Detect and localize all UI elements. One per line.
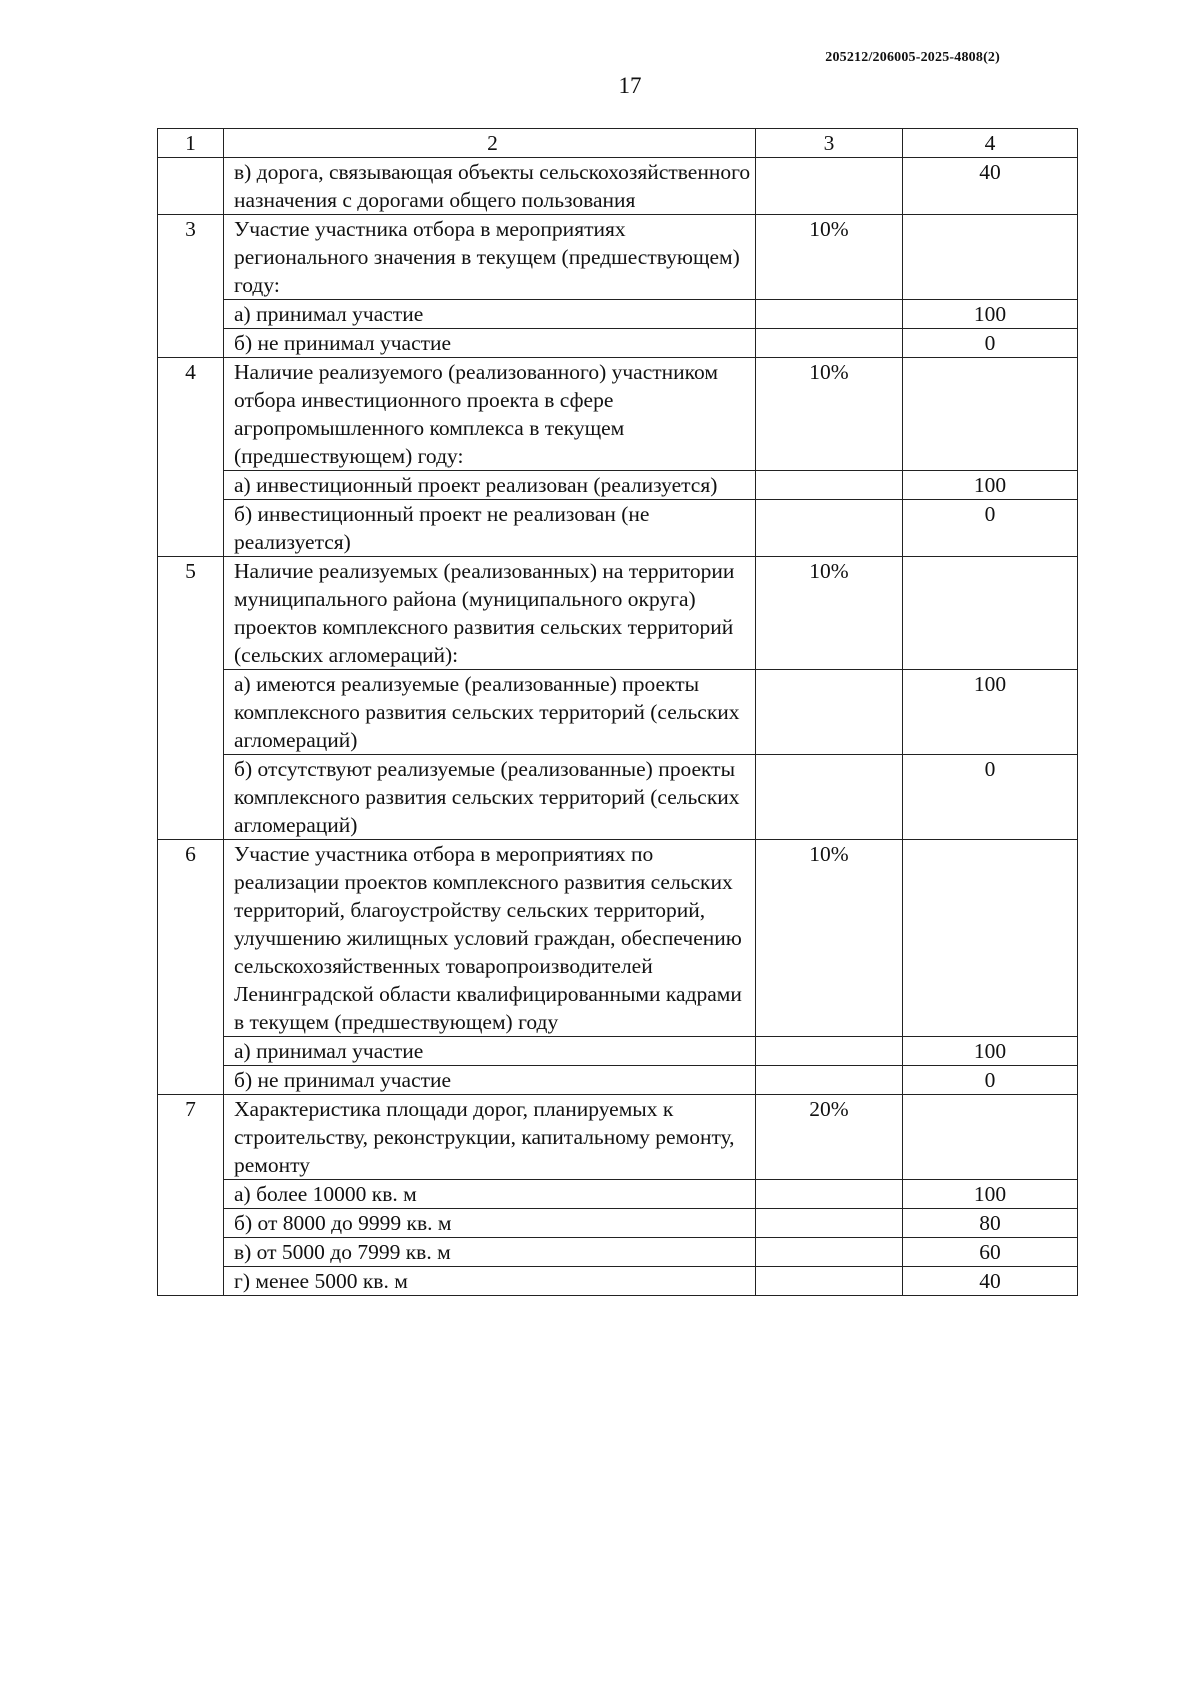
criteria-table — [157, 128, 1078, 1296]
row-score: 40 — [903, 1267, 1078, 1296]
table-row — [158, 329, 1078, 358]
row-text: а) принимал участие — [224, 300, 756, 329]
row-text: в) дорога, связывающая объекты сельскохозяйственного назначения с дорогами общего пользования — [224, 158, 756, 215]
row-weight — [756, 1066, 903, 1095]
row-weight — [756, 329, 903, 358]
table-row — [158, 840, 1078, 1037]
table-row — [158, 670, 1078, 755]
page-number: 17 — [618, 73, 642, 98]
row-number: 6 — [158, 840, 224, 1095]
row-score — [903, 1095, 1078, 1180]
row-text: Участие участника отбора в мероприятиях по реализации проектов комплексного развития сельских территорий, благоустройству сельских территорий, улучшению жилищных условий граждан, обеспечению сельскохозяйственных товаропроизводителей Ленинградской области квалифицированными кадрами в текущем (предшествующем) году — [224, 840, 756, 1037]
row-number: 5 — [158, 557, 224, 840]
row-score: 0 — [903, 755, 1078, 840]
table-row — [158, 557, 1078, 670]
row-weight — [756, 755, 903, 840]
row-text: а) имеются реализуемые (реализованные) проекты комплексного развития сельских территорий (сельских агломераций) — [224, 670, 756, 755]
row-weight — [756, 1037, 903, 1066]
column-header: 1 — [158, 129, 224, 158]
row-text: в) от 5000 до 7999 кв. м — [224, 1238, 756, 1267]
row-score: 100 — [903, 1037, 1078, 1066]
row-weight — [756, 1180, 903, 1209]
row-weight — [756, 300, 903, 329]
row-number: 3 — [158, 215, 224, 358]
row-score: 0 — [903, 329, 1078, 358]
row-score — [903, 840, 1078, 1037]
row-weight: 10% — [756, 840, 903, 1037]
table-row — [158, 1180, 1078, 1209]
column-header: 3 — [756, 129, 903, 158]
row-weight — [756, 500, 903, 557]
row-text: а) принимал участие — [224, 1037, 756, 1066]
table-row — [158, 500, 1078, 557]
table-row — [158, 358, 1078, 471]
row-weight: 10% — [756, 557, 903, 670]
table-row — [158, 1209, 1078, 1238]
row-text: Наличие реализуемого (реализованного) участником отбора инвестиционного проекта в сфере агропромышленного комплекса в текущем (предшествующем) году: — [224, 358, 756, 471]
row-text: Наличие реализуемых (реализованных) на территории муниципального района (муниципального округа) проектов комплексного развития сельских территорий (сельских агломераций): — [224, 557, 756, 670]
row-score: 0 — [903, 1066, 1078, 1095]
row-text: Характеристика площади дорог, планируемых к строительству, реконструкции, капитальному ремонту, ремонту — [224, 1095, 756, 1180]
table-row — [158, 215, 1078, 300]
row-text: а) инвестиционный проект реализован (реализуется) — [224, 471, 756, 500]
table-header-row — [158, 129, 1078, 158]
row-score: 60 — [903, 1238, 1078, 1267]
row-number — [158, 158, 224, 215]
row-text: Участие участника отбора в мероприятиях регионального значения в текущем (предшествующем) году: — [224, 215, 756, 300]
row-text: б) инвестиционный проект не реализован (не реализуется) — [224, 500, 756, 557]
row-score: 100 — [903, 471, 1078, 500]
document-id: 205212/206005-2025-4808(2) — [825, 50, 1000, 65]
column-header: 2 — [224, 129, 756, 158]
table-row — [158, 1267, 1078, 1296]
row-score: 40 — [903, 158, 1078, 215]
table-row — [158, 471, 1078, 500]
row-weight — [756, 158, 903, 215]
table-row — [158, 158, 1078, 215]
row-score — [903, 557, 1078, 670]
row-weight — [756, 1209, 903, 1238]
table-row — [158, 1095, 1078, 1180]
row-text: г) менее 5000 кв. м — [224, 1267, 756, 1296]
row-number: 4 — [158, 358, 224, 557]
row-weight: 10% — [756, 215, 903, 300]
table-row — [158, 1238, 1078, 1267]
table-row — [158, 755, 1078, 840]
row-score: 100 — [903, 300, 1078, 329]
row-score: 100 — [903, 1180, 1078, 1209]
table-row — [158, 1066, 1078, 1095]
row-text: б) отсутствуют реализуемые (реализованные) проекты комплексного развития сельских территорий (сельских агломераций) — [224, 755, 756, 840]
row-text: а) более 10000 кв. м — [224, 1180, 756, 1209]
row-text: б) не принимал участие — [224, 329, 756, 358]
column-header: 4 — [903, 129, 1078, 158]
row-score: 0 — [903, 500, 1078, 557]
row-weight — [756, 670, 903, 755]
row-score — [903, 215, 1078, 300]
row-weight — [756, 1238, 903, 1267]
row-score — [903, 358, 1078, 471]
row-number: 7 — [158, 1095, 224, 1296]
row-weight: 10% — [756, 358, 903, 471]
row-weight — [756, 471, 903, 500]
row-text: б) от 8000 до 9999 кв. м — [224, 1209, 756, 1238]
row-score: 100 — [903, 670, 1078, 755]
table-row — [158, 1037, 1078, 1066]
row-weight — [756, 1267, 903, 1296]
row-weight: 20% — [756, 1095, 903, 1180]
row-text: б) не принимал участие — [224, 1066, 756, 1095]
row-score: 80 — [903, 1209, 1078, 1238]
table-row — [158, 300, 1078, 329]
